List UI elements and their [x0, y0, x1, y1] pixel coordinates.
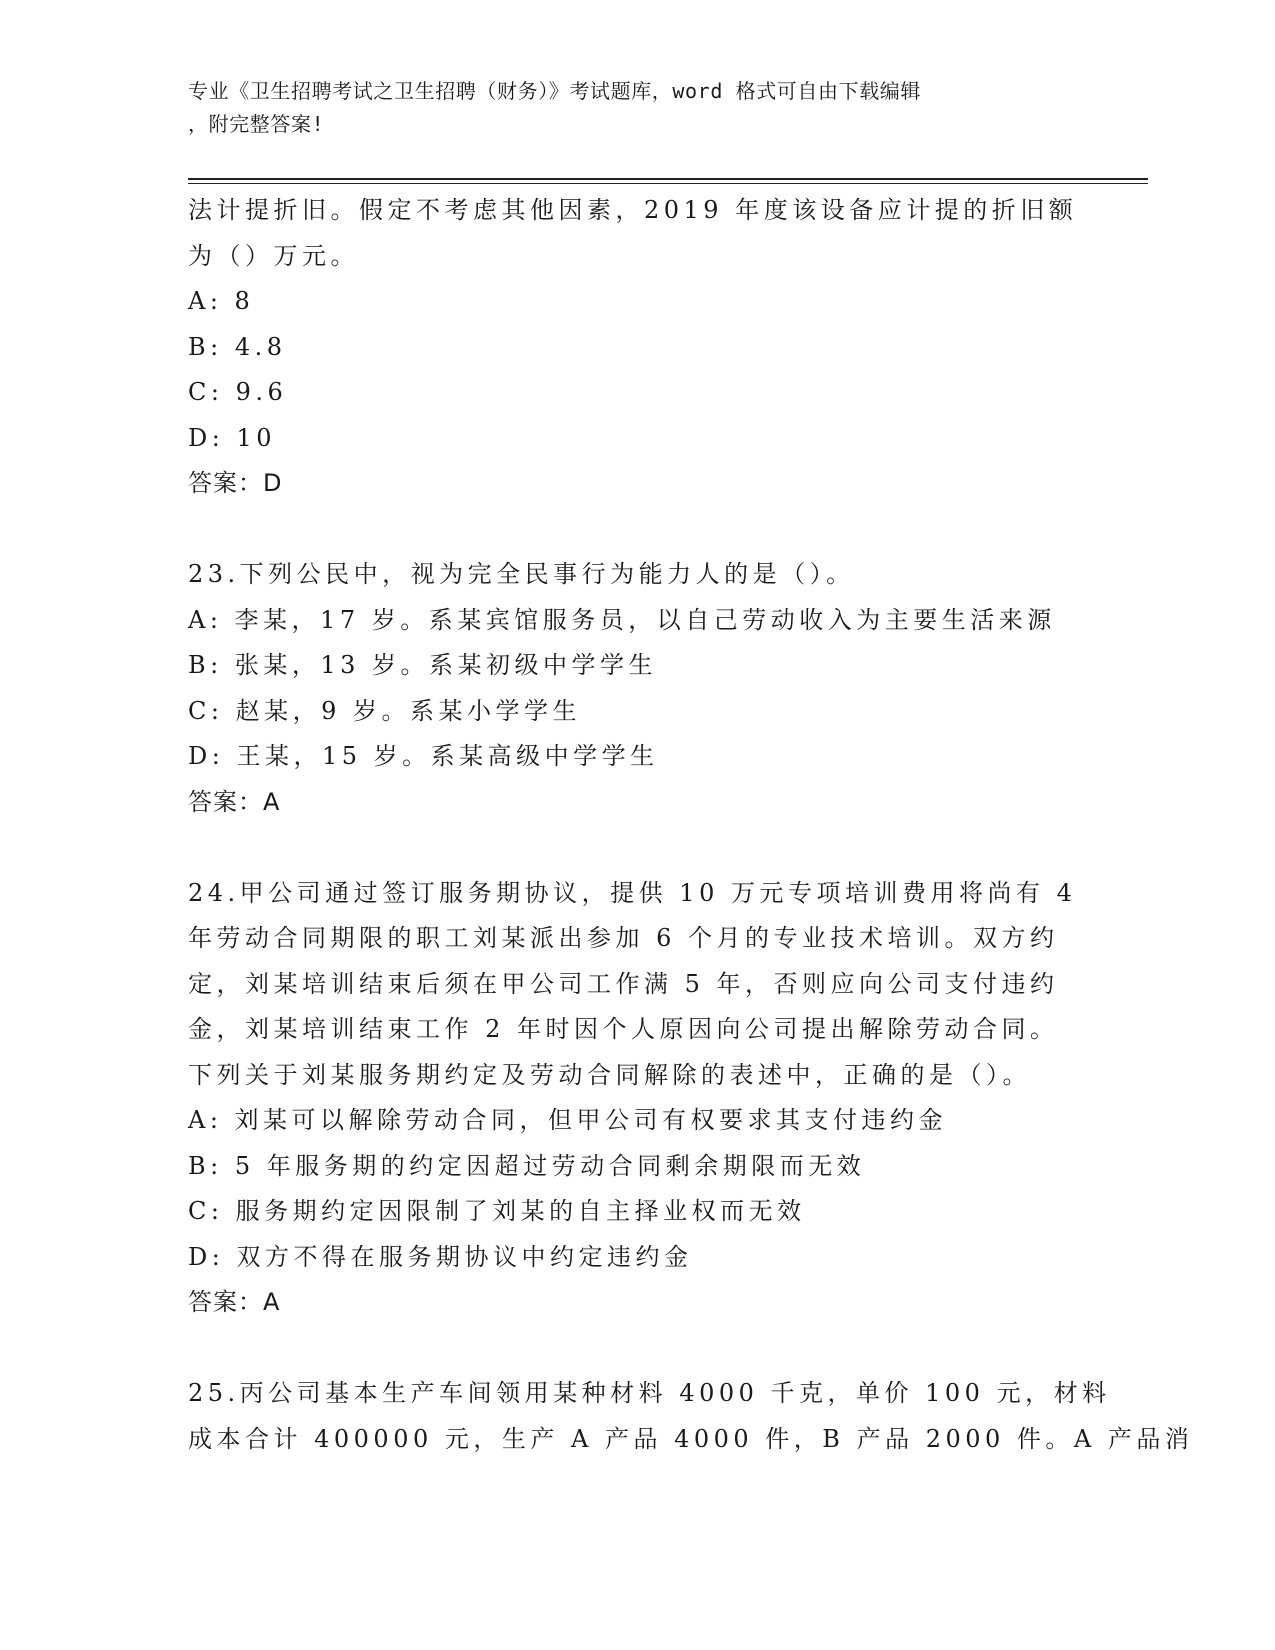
option-c: C: 服务期约定因限制了刘某的自主择业权而无效: [188, 1197, 806, 1225]
document-body: [188, 188, 1194, 1462]
answer: 答案：D: [188, 469, 283, 497]
question-25: [188, 1371, 1194, 1462]
option-a: A: 刘某可以解除劳动合同，但甲公司有权要求其支付违约金: [188, 1106, 948, 1134]
option-d: D: 双方不得在服务期协议中约定违约金: [188, 1242, 693, 1271]
option-c: C: 9.6: [188, 378, 288, 406]
option-b: B: 5 年服务期的约定因超过劳动合同剩余期限而无效: [188, 1151, 866, 1180]
header-line-2: ，附完整答案!: [188, 112, 325, 136]
question-23: [188, 552, 1088, 825]
question-text-line: 年劳动合同期限的职工刘某派出参加 6 个月的专业技术培训。双方约: [188, 924, 1059, 952]
question-text-line: 成本合计 400000 元，生产 A 产品 4000 件，B 产品 2000 件。A 产品消: [188, 1424, 1194, 1453]
option-a: A: 8: [188, 287, 255, 315]
option-b: B: 张某，13 岁。系某初级中学学生: [188, 651, 658, 679]
question-text-line: 下列关于刘某服务期约定及劳动合同解除的表述中，正确的是（）。: [188, 1060, 1031, 1089]
question-text-line: 金，刘某培训结束工作 2 年时因个人原因向公司提出解除劳动合同。: [188, 1015, 1059, 1043]
question-22: [188, 188, 1088, 507]
answer: 答案：A: [188, 787, 281, 816]
spacer: [188, 507, 1088, 553]
answer: 答案：A: [188, 1288, 281, 1316]
header-divider-thin: [188, 183, 1148, 184]
page-header: [188, 75, 1068, 141]
option-a: A: 李某，17 岁。系某宾馆服务员，以自己劳动收入为主要生活来源: [188, 605, 1056, 634]
question-24: [188, 871, 1088, 1326]
question-text-line: 25.丙公司基本生产车间领用某种材料 4000 千克，单价 100 元，材料: [188, 1379, 1111, 1407]
option-d: D: 王某，15 岁。系某高级中学学生: [188, 742, 659, 770]
question-text-line: 24.甲公司通过签订服务期协议，提供 10 万元专项培训费用将尚有 4: [188, 878, 1077, 907]
header-divider-thick: [188, 178, 1148, 180]
option-c: C: 赵某，9 岁。系某小学学生: [188, 696, 581, 725]
question-text-line: 法计提折旧。假定不考虑其他因素，2019 年度该设备应计提的折旧额: [188, 196, 1078, 224]
spacer: [188, 825, 1088, 871]
option-b: B: 4.8: [188, 332, 287, 361]
option-d: D: 10: [188, 423, 276, 452]
question-text-line: 定，刘某培训结束后须在甲公司工作满 5 年，否则应向公司支付违约: [188, 969, 1059, 998]
question-text-line: 23.下列公民中，视为完全民事行为能力人的是（）。: [188, 560, 855, 588]
spacer: [188, 1326, 1088, 1372]
question-text-line: 为（）万元。: [188, 241, 359, 270]
header-line-1: 专业《卫生招聘考试之卫生招聘（财务）》考试题库，word 格式可自由下载编辑: [188, 79, 922, 103]
